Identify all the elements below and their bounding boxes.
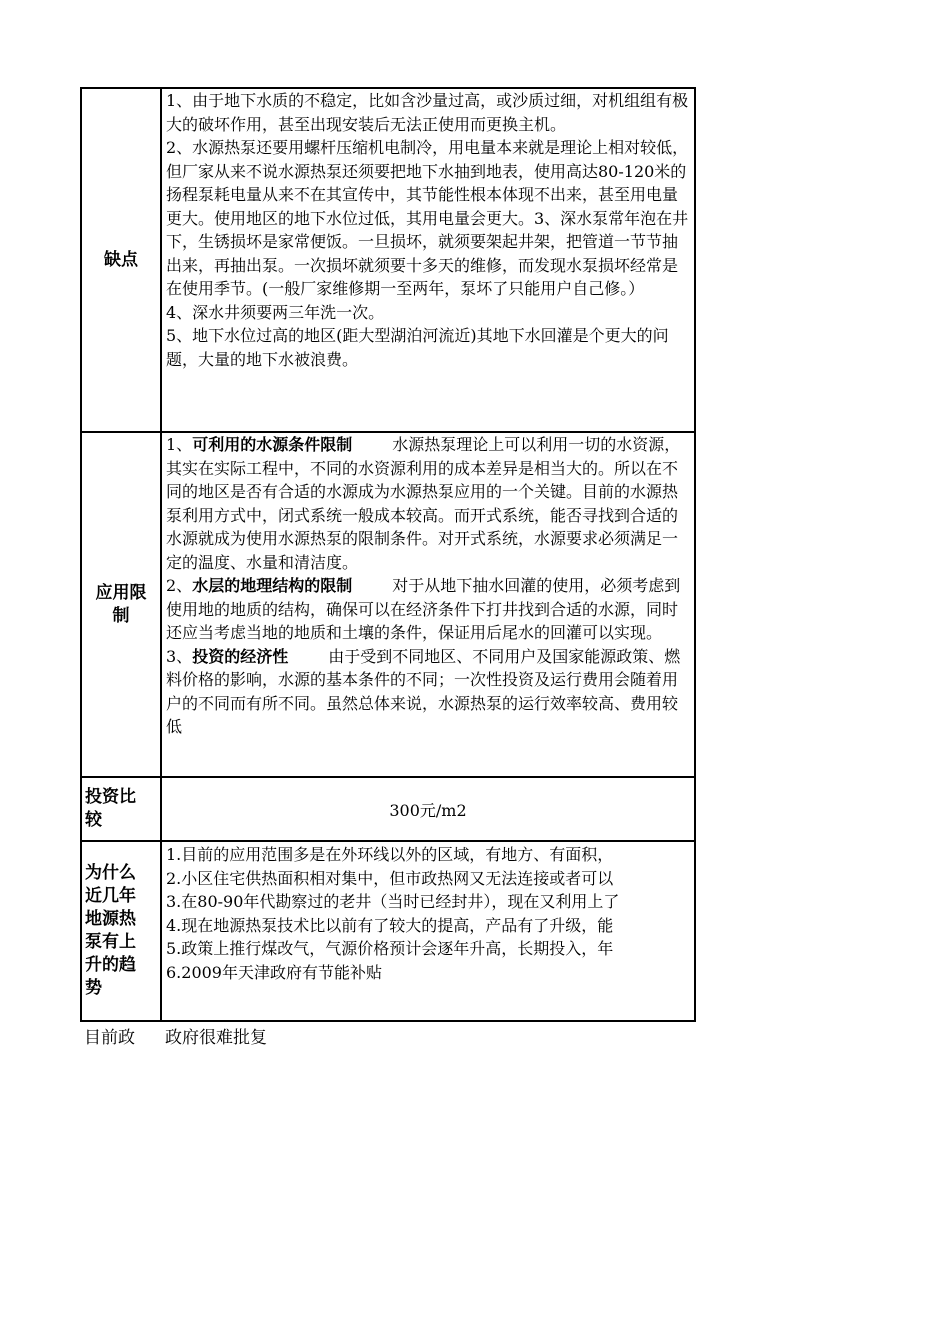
limit-item-text: 对于从地下抽水回灌的使用，必须考虑到使用地的地质的结构，确保可以在经济条件下打井找到合适的水源，同时还应当考虑当地的地质和土壤的条件，保证用后尾水的回灌可以实现。 <box>166 576 681 642</box>
row-label-limits <box>82 433 160 776</box>
policy-label: 目前政 <box>84 1028 135 1048</box>
trend-line: 4.现在地源热泵技术比以前有了较大的提高，产品有了升级，能 <box>166 915 614 935</box>
trend-cell <box>162 842 694 1020</box>
drawbacks-cell <box>162 89 694 431</box>
limit-item <box>166 645 692 739</box>
limits-label: 应用限制 <box>95 582 147 626</box>
drawbacks-paragraph: 5、地下水位过高的地区(距大型湖泊河流近)其地下水回灌是个更大的问题，大量的地下水被浪费。 <box>166 326 669 369</box>
trend-line: 2.小区住宅供热面积相对集中，但市政热网又无法连接或者可以 <box>166 868 614 888</box>
grid-line-right <box>694 87 696 1022</box>
limit-item-number: 1、 <box>166 435 193 454</box>
drawbacks-paragraph: 2、水源热泵还要用螺杆压缩机电制冷，用电量本来就是理论上相对较低，但厂家从来不说水源热泵还须要把地下水抽到地表，使用高达80-120米的扬程泵耗电量从来不在其宣传中，其节能性根本体现不出来，甚至用电量更大。使用地区的地下水位过低，其用电量会更大。3、深水泵常年泡在井下，生锈损坏是家常便饭。一旦损坏，就须要架起井架，把管道一节节抽出来，再抽出泵。一次损坏就须要十多天的维修，而发现水泵损坏经常是在使用季节。(一般厂家维修期一至两年，泵坏了只能用户自己修。） <box>166 138 689 298</box>
trend-line: 3.在80-90年代勘察过的老井（当时已经封井），现在又利用上了 <box>166 892 620 911</box>
drawbacks-label: 缺点 <box>104 249 138 270</box>
limits-cell <box>162 433 694 776</box>
limit-item-number: 3、 <box>166 646 193 666</box>
investment-value-cell <box>162 778 694 840</box>
drawbacks-paragraph: 1、由于地下水质的不稳定，比如含沙量过高，或沙质过细，对机组组有极大的破坏作用，甚至出现安装后无法正使用而更换主机。 <box>166 91 689 134</box>
trend-line: 6.2009年天津政府有节能补贴 <box>166 962 382 982</box>
row-label-investment <box>82 778 160 840</box>
limit-item <box>166 574 692 645</box>
grid-line-row4 <box>80 1020 696 1022</box>
policy-value: 政府很难批复 <box>165 1028 267 1048</box>
row-label-trend <box>82 842 160 1020</box>
limit-item <box>166 433 692 574</box>
limit-item-heading: 投资的经济性 <box>192 646 289 666</box>
limit-item-heading: 可利用的水源条件限制 <box>192 435 353 454</box>
trend-label: 为什么近几年地源热泵有上升的趋势 <box>85 863 136 998</box>
limit-item-text: 由于受到不同地区、不同用户及国家能源政策、燃料价格的影响，水源的基本条件的不同；一次性投资及运行费用会随着用户的不同而有所不同。虽然总体来说，水源热泵的运行效率较高、费用较低 <box>166 646 681 736</box>
investment-value: 300元/m2 <box>389 800 467 820</box>
trend-line: 1.目前的应用范围多是在外环线以外的区域，有地方、有面积， <box>166 845 614 864</box>
trend-line: 5.政策上推行煤改气，气源价格预计会逐年升高，长期投入，年 <box>166 939 614 958</box>
row-label-drawbacks <box>82 89 160 431</box>
limit-item-number: 2、 <box>166 576 193 595</box>
drawbacks-paragraph: 4、深水井须要两三年洗一次。 <box>166 302 385 322</box>
limit-item-text: 水源热泵理论上可以利用一切的水资源，其实在实际工程中，不同的水资源利用的成本差异是相当大的。所以在不同的地区是否有合适的水源成为水源热泵应用的一个关键。目前的水源热泵利用方式中，闭式系统一般成本较高。而开式系统，能否寻找到合适的水源就成为使用水源热泵的限制条件。对开式系统，水源要求必须满足一定的温度、水量和清洁度。 <box>166 435 681 572</box>
investment-label: 投资比较 <box>85 787 136 830</box>
limit-item-heading: 水层的地理结构的限制 <box>192 576 353 595</box>
